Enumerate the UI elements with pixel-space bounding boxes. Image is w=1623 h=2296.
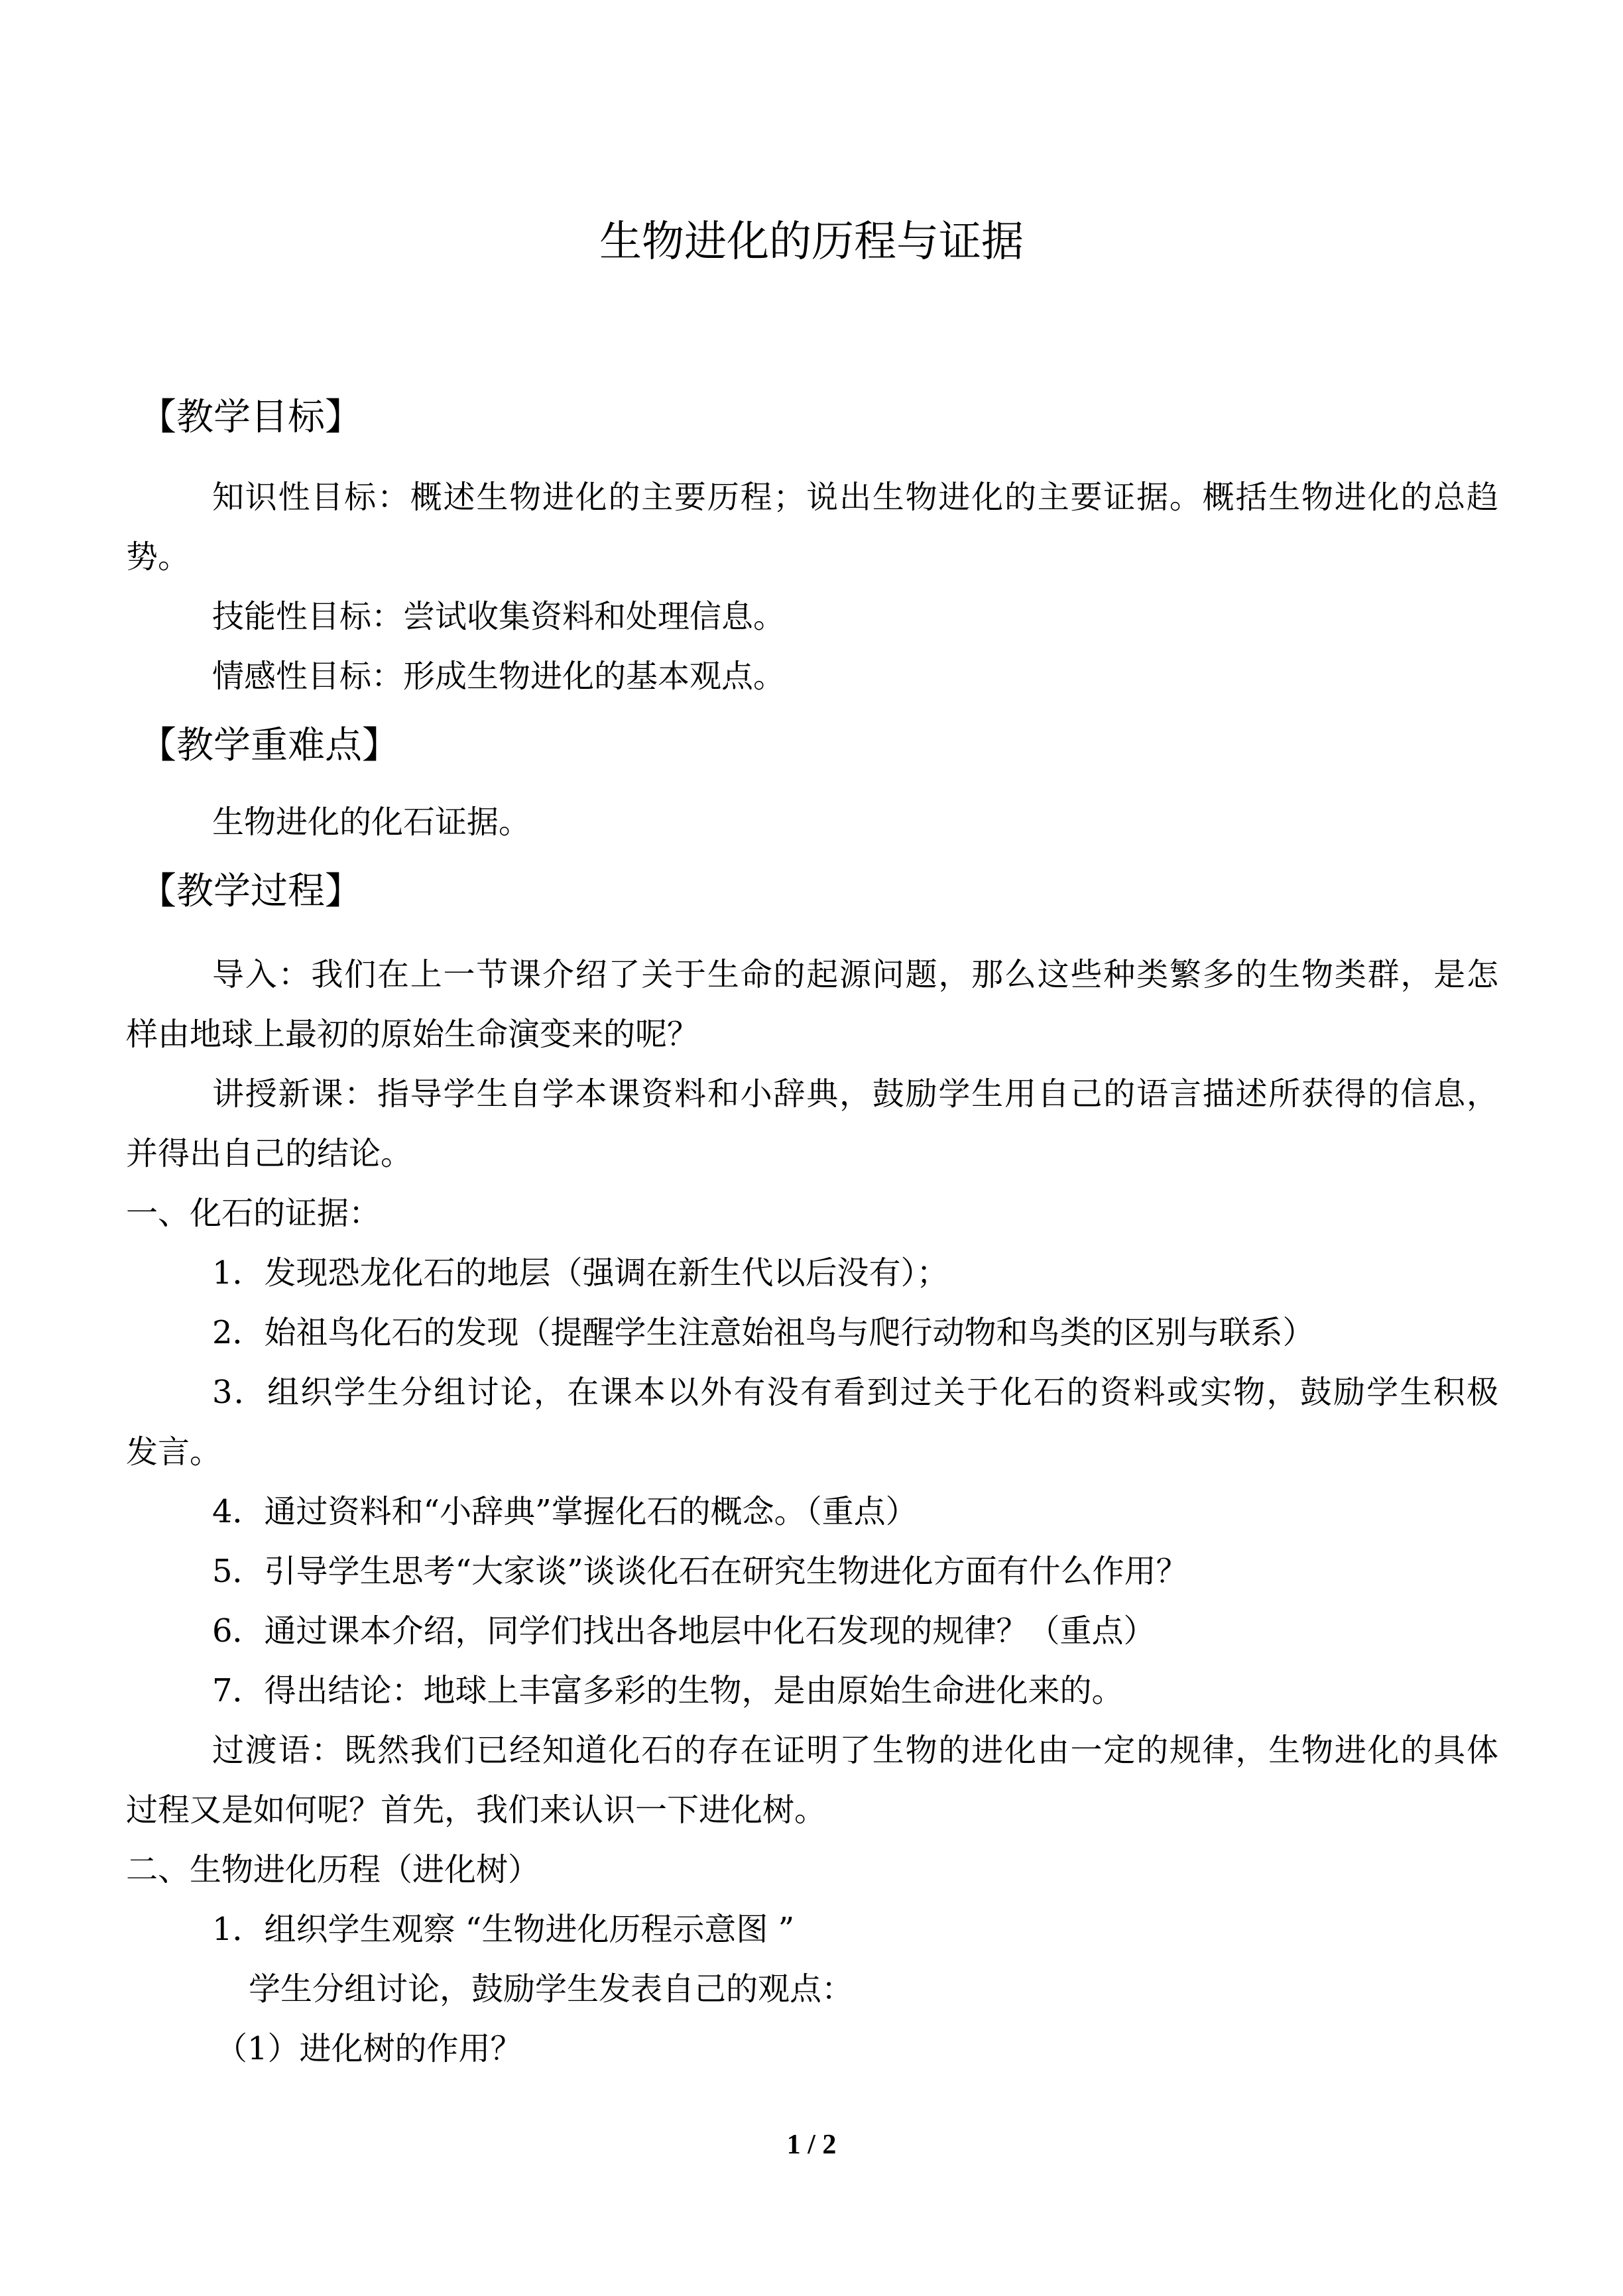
paragraph-line: 技能性目标：尝试收集资料和处理信息。: [212, 598, 786, 635]
section-heading: 一、化石的证据：: [126, 1195, 381, 1232]
list-item: 6．通过课本介绍，同学们找出各地层中化石发现的规律？（重点）: [212, 1612, 1156, 1650]
page-number: 1 / 2: [786, 2130, 837, 2160]
list-item: 发言。: [126, 1433, 222, 1471]
paragraph-line: 并得出自己的结论。: [126, 1135, 413, 1172]
heading-objectives: 【教学目标】: [139, 396, 362, 439]
paragraph-line: 过渡语：既然我们已经知道化石的存在证明了生物的进化由一定的规律，生物进化的具体: [212, 1732, 1498, 1769]
paragraph-line: 过程又是如何呢？首先，我们来认识一下进化树。: [126, 1791, 827, 1829]
paragraph-line: 学生分组讨论，鼓励学生发表自己的观点：: [249, 1970, 854, 2008]
list-item: 1．发现恐龙化石的地层（强调在新生代以后没有）；: [212, 1254, 949, 1292]
paragraph-line: 讲授新课：指导学生自学本课资料和小辞典，鼓励学生用自己的语言描述所获得的信息，: [212, 1075, 1498, 1113]
heading-process: 【教学过程】: [139, 870, 362, 913]
list-item: （1）进化树的作用？: [215, 2030, 522, 2067]
paragraph-line: 样由地球上最初的原始生命演变来的呢？: [126, 1016, 699, 1053]
list-item: 7．得出结论：地球上丰富多彩的生物，是由原始生命进化来的。: [212, 1672, 1124, 1709]
heading-key-points: 【教学重难点】: [139, 724, 399, 767]
list-item: 4．通过资料和“小辞典”掌握化石的概念。（重点）: [212, 1493, 918, 1530]
list-item: 2．始祖鸟化石的发现（提醒学生注意始祖鸟与爬行动物和鸟类的区别与联系）: [212, 1314, 1315, 1351]
list-item: 3．组织学生分组讨论，在课本以外有没有看到过关于化石的资料或实物，鼓励学生积极: [212, 1374, 1498, 1411]
paragraph-line: 生物进化的化石证据。: [212, 804, 531, 841]
paragraph-line: 导入：我们在上一节课介绍了关于生命的起源问题，那么这些种类繁多的生物类群，是怎: [212, 956, 1498, 993]
paragraph-line: 势。: [126, 538, 190, 575]
page-title: 生物进化的历程与证据: [599, 217, 1024, 267]
paragraph-line: 情感性目标：形成生物进化的基本观点。: [212, 658, 786, 695]
paragraph-line: 知识性目标：概述生物进化的主要历程；说出生物进化的主要证据。概括生物进化的总趋: [212, 479, 1498, 516]
list-item: 1．组织学生观察 “生物进化历程示意图 ”: [212, 1911, 795, 1948]
list-item: 5．引导学生思考“大家谈”谈谈化石在研究生物进化方面有什么作用？: [212, 1553, 1188, 1590]
section-heading: 二、生物进化历程（进化树）: [126, 1851, 540, 1888]
